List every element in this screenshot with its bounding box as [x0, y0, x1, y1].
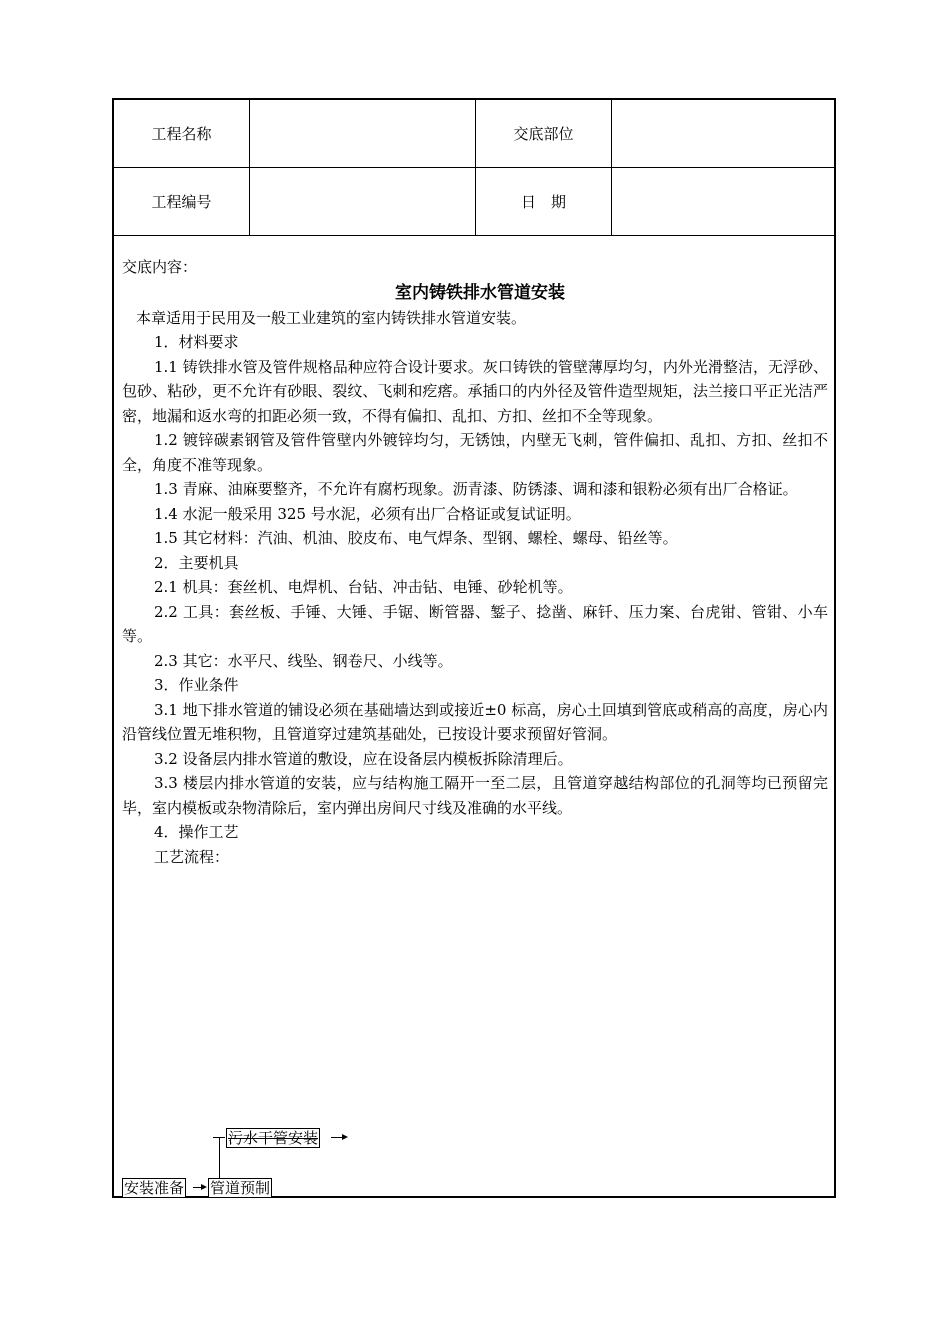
part-value: [612, 100, 834, 167]
flow-box-preparation: 安装准备: [124, 1179, 185, 1197]
disclosure-form: [112, 98, 836, 1198]
content-label: 交底内容：: [122, 258, 198, 276]
paragraph-1-5: 1.5 其它材料：汽油、机油、胶皮布、电气焊条、型钢、螺栓、螺母、铅丝等。: [154, 529, 678, 547]
flow-label: 工艺流程：: [154, 847, 230, 866]
date-label: 日 期: [476, 168, 612, 235]
project-no-value: [250, 168, 476, 235]
flow-box-prefabrication: 管道预制: [210, 1179, 271, 1197]
project-name-label: 工程名称: [114, 100, 250, 167]
paragraph-3-2: 3.2 设备层内排水管道的敷设，应在设备层内模板拆除清理后。: [154, 749, 573, 768]
header-row-1: [114, 100, 834, 168]
paragraph-1-3: 1.3 青麻、油麻要整齐，不允许有腐朽现象。沥青漆、防锈漆、调和漆和银粉必须有出厂合格证。: [154, 480, 798, 498]
flow-box-sewage-main: 污水干管安装: [228, 1129, 319, 1147]
section-4-heading: 4．操作工艺: [154, 823, 239, 841]
paragraph-1-4: 1.4 水泥一般采用 325 号水泥，必须有出厂合格证或复试证明。: [154, 504, 581, 523]
section-2-heading: 2．主要机具: [154, 553, 239, 572]
project-no-label: 工程编号: [114, 168, 250, 235]
header-row-2: [114, 168, 834, 236]
section-3-heading: 3．作业条件: [154, 676, 239, 694]
paragraph-2-1: 2.1 机具：套丝机、电焊机、台钻、冲击钻、电锤、砂轮机等。: [154, 578, 573, 596]
paragraph-1-1: 1.1 铸铁排水管及管件规格品种应符合设计要求。灰口铸铁的管壁薄厚均匀，内外光滑整洁，无浮砂、包砂、粘砂，更不允许有砂眼、裂纹、飞刺和疙瘩。承插口的内外径及管件造型规矩，法兰接口平正光洁严密，地漏和返水弯的扣距必须一致，不得有偏扣、乱扣、方扣、丝扣不全等现象。: [122, 357, 828, 425]
paragraph-3-1: 3.1 地下排水管道的铺设必须在基础墙达到或接近±0 标高，房心土回填到管底或稍高的高度，房心内沿管线位置无堆积物，且管道穿过建筑基础处，已按设计要求预留好管洞。: [122, 700, 828, 743]
date-value: [612, 168, 834, 235]
section-1-heading: 1．材料要求: [154, 333, 239, 351]
disclosure-content: [114, 237, 834, 1197]
paragraph-3-3: 3.3 楼层内排水管道的安装，应与结构施工隔开一至二层，且管道穿越结构部位的孔洞等均已预留完毕，室内模板或杂物清除后，室内弹出房间尺寸线及准确的水平线。: [122, 774, 828, 817]
part-label: 交底部位: [476, 100, 612, 167]
intro-text: 本章适用于民用及一般工业建筑的室内铸铁排水管道安装。: [136, 308, 527, 327]
project-name-value: [250, 100, 476, 167]
document-title: 室内铸铁排水管道安装: [395, 282, 565, 303]
paragraph-1-2: 1.2 镀锌碳素钢管及管件管壁内外镀锌均匀，无锈蚀，内壁无飞刺，管件偏扣、乱扣、方扣、丝扣不全，角度不准等现象。: [122, 431, 828, 474]
paragraph-2-2: 2.2 工具：套丝板、手锤、大锤、手锯、断管器、錾子、捻凿、麻钎、压力案、台虎钳、管钳、小车等。: [122, 602, 828, 645]
paragraph-2-3: 2.3 其它：水平尺、线坠、钢卷尺、小线等。: [154, 651, 453, 670]
